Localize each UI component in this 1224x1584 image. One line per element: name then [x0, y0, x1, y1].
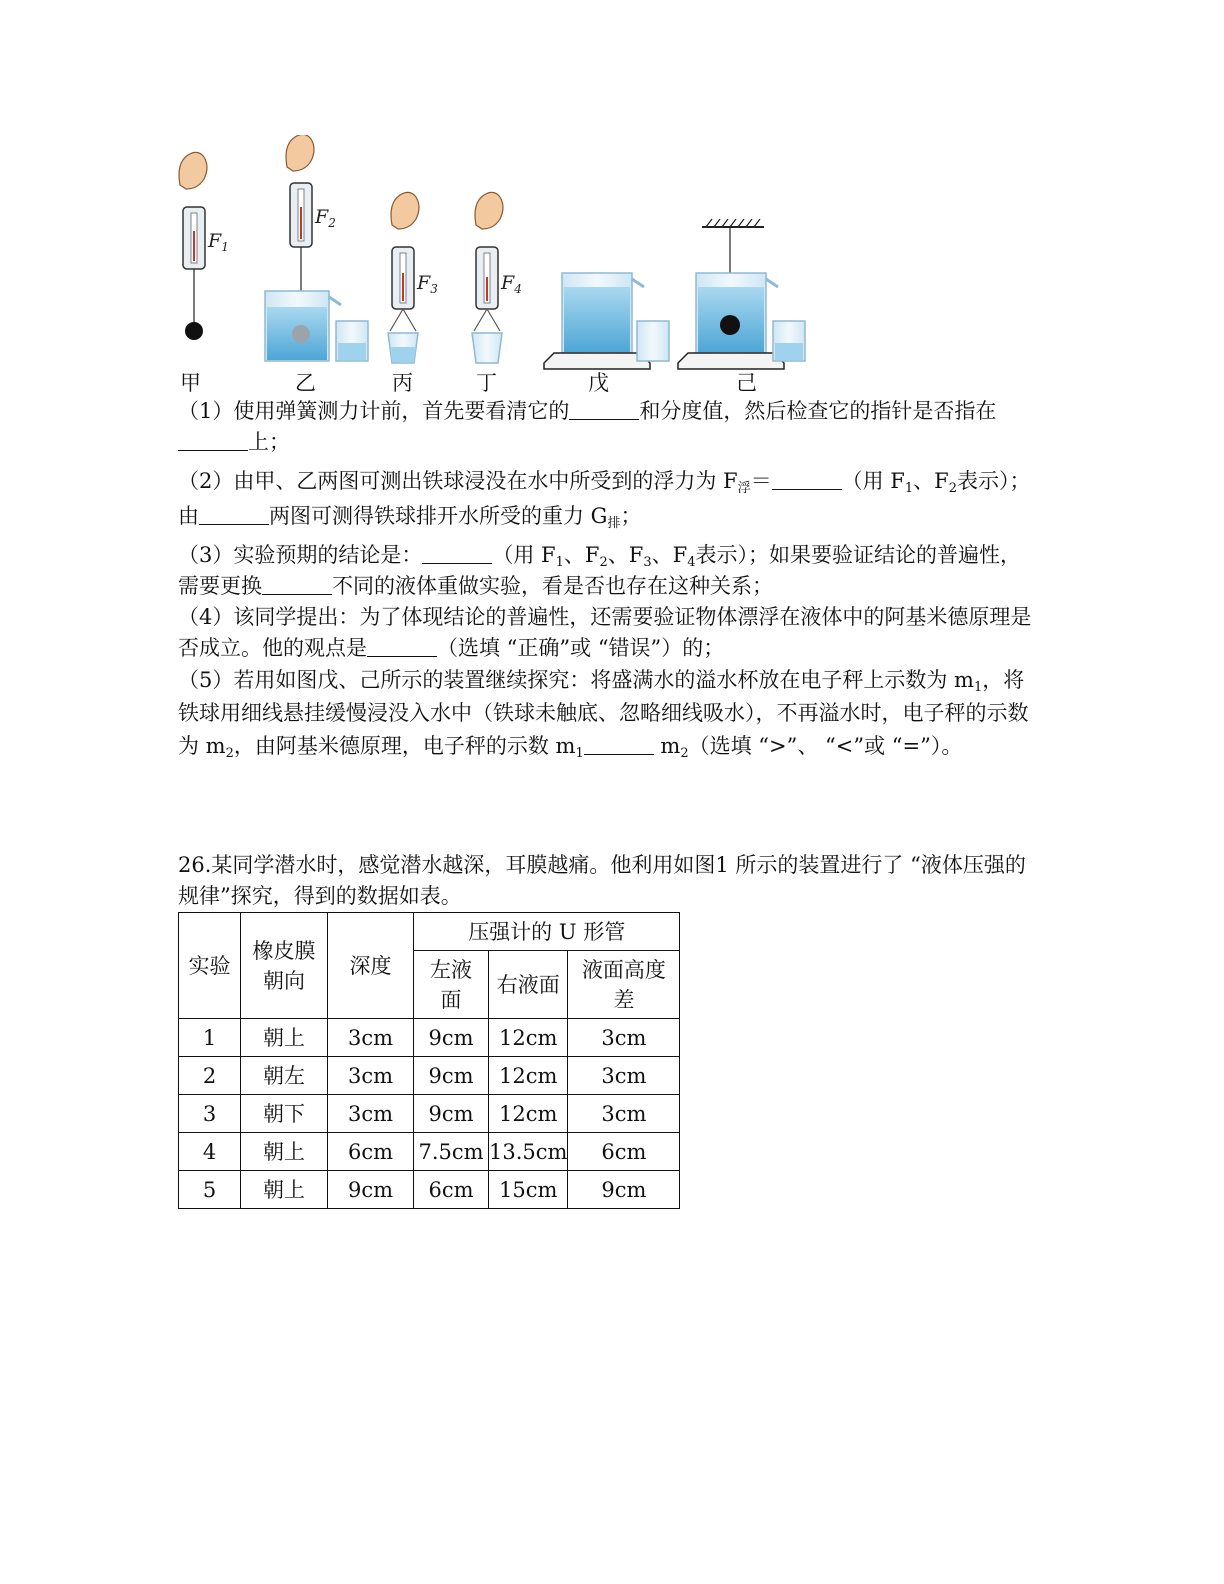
force-label-f3: $F_3$: [417, 272, 438, 296]
label-ji: 己: [736, 371, 757, 395]
label-ding: 丁: [476, 371, 497, 395]
iron-ball: [292, 325, 310, 343]
apparatus-ding: [472, 192, 522, 363]
answer-blank[interactable]: [772, 468, 842, 490]
question-3: （3）实验预期的结论是： （用 $F_1$、$F_2$、$F_3$、$F_4$表示）；如果要验证结论的普遍性，需要更换 不同的液体重做实验，看是否也存在这种关系；: [178, 543, 1021, 598]
table-row: 2 朝左 3cm 9cm 12cm 3cm: [179, 1057, 680, 1095]
hand-icon: [179, 152, 207, 189]
answer-blank[interactable]: [569, 398, 639, 420]
answer-blank[interactable]: [262, 573, 332, 595]
table-row: 4 朝上 6cm 7.5cm 13.5cm 6cm: [179, 1133, 680, 1171]
label-jia: 甲: [180, 371, 201, 395]
answer-blank[interactable]: [584, 733, 654, 755]
table-row: 5 朝上 9cm 6cm 15cm 9cm: [179, 1171, 680, 1209]
question-4: （4）该同学提出：为了体现结论的普遍性，还需要验证物体漂浮在液体中的阿基米德原理是否成立。他的观点是 （选填 “正确”或 “错误”）的；: [178, 605, 1032, 660]
header-experiment: 实验: [179, 913, 241, 1019]
header-membrane-orientation: 橡皮膜 朝向: [241, 913, 328, 1019]
header-level-difference: 液面高度 差: [568, 951, 680, 1019]
hand-icon: [391, 192, 419, 229]
header-right-level: 右液面: [489, 951, 568, 1019]
electronic-scale: [678, 353, 784, 369]
header-left-level: 左液 面: [414, 951, 489, 1019]
force-label-f4: $F_4$: [501, 272, 522, 296]
question-1: （1）使用弹簧测力计前，首先要看清它的 和分度值，然后检查它的指针是否指在上；: [178, 399, 997, 454]
apparatus-wu: [544, 273, 669, 369]
beaker: [637, 321, 669, 361]
apparatus-yi: [265, 135, 368, 361]
bucket: [472, 333, 502, 363]
iron-ball: [185, 322, 203, 340]
answer-blank[interactable]: [422, 542, 492, 564]
table-row: 1 朝上 3cm 9cm 12cm 3cm: [179, 1019, 680, 1057]
label-bing: 丙: [392, 371, 413, 395]
header-u-tube: 压强计的 U 形管: [414, 913, 680, 951]
data-table: [178, 912, 680, 1209]
hand-icon: [286, 135, 314, 171]
apparatus-bing: [388, 192, 438, 363]
experiment-figure: [170, 135, 830, 397]
apparatus-jia: [179, 152, 229, 340]
hand-icon: [475, 192, 503, 229]
answer-blank[interactable]: [367, 635, 437, 657]
electronic-scale: [544, 353, 650, 369]
iron-ball: [720, 315, 740, 335]
label-wu: 戊: [588, 371, 609, 395]
answer-blank[interactable]: [178, 429, 248, 451]
label-yi: 乙: [295, 371, 316, 395]
force-label-f2: $F_2$: [315, 206, 336, 230]
question-5: （5）若用如图戊、己所示的装置继续探究：将盛满水的溢水杯放在电子秤上示数为 $m_1$，将铁球用细线悬挂缓慢浸没入水中（铁球未触底、忽略细线吸水），不再溢水时，电子秤的示数为 $m_2$，由阿基米德原理，电子秤的示数 $m_1$ $m_2$（选填 “>”、 “<”或 “=”）。: [178, 668, 1029, 761]
header-depth: 深度: [328, 913, 414, 1019]
answer-blank[interactable]: [199, 503, 269, 525]
apparatus-ji: [678, 219, 805, 369]
table-row: 3 朝下 3cm 9cm 12cm 3cm: [179, 1095, 680, 1133]
question-26: 26.某同学潜水时，感觉潜水越深，耳膜越痛。他利用如图1 所示的装置进行了 “液体压强的规律”探究，得到的数据如表。: [178, 853, 1026, 908]
question-2: （2）由甲、乙两图可测出铁球浸没在水中所受到的浮力为 $F_浮=$ （用 $F_1$、$F_2$表示）；由 两图可测得铁球排开水所受的重力 $G_排$；: [178, 469, 1031, 531]
force-label-f1: $F_1$: [208, 230, 229, 254]
